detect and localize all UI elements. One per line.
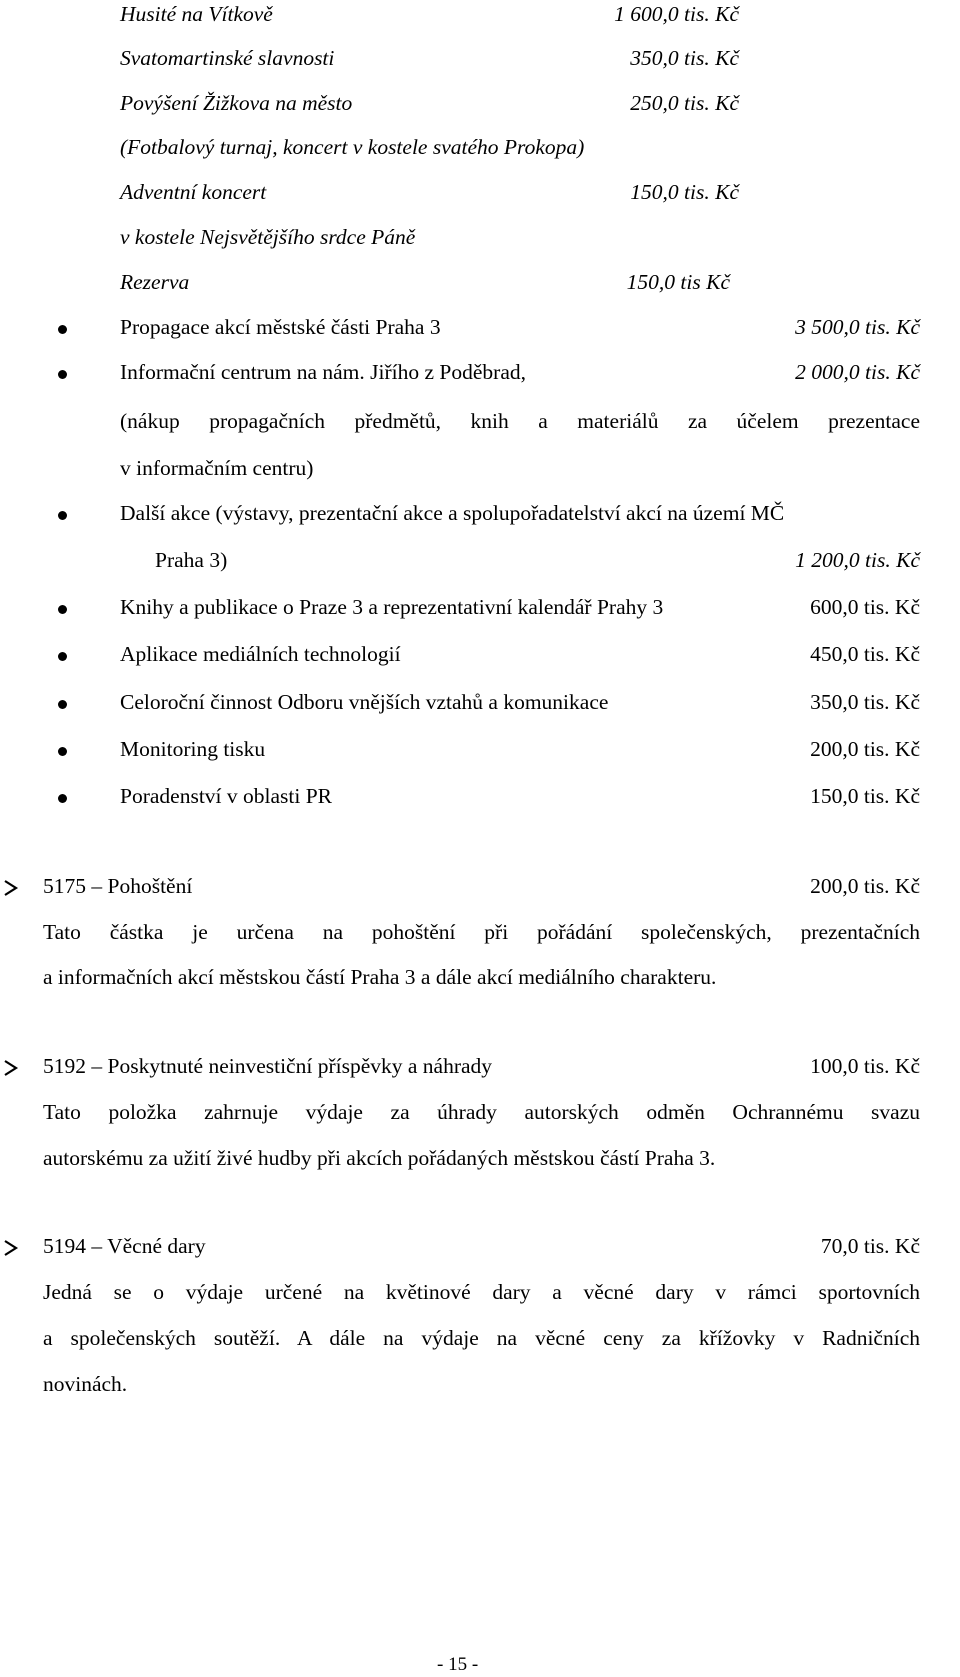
bullet-amount: 200,0 tis. Kč: [810, 737, 920, 761]
festival-item-name: Povýšení Žižkova na město: [120, 91, 353, 115]
festival-item-note: (Fotbalový turnaj, koncert v kostele svatého Prokopa): [120, 135, 585, 159]
arrowhead-bullet-icon: [3, 1239, 19, 1257]
festival-item-note: v kostele Nejsvětějšího srdce Páně: [120, 225, 416, 249]
bullet-label: Informační centrum na nám. Jiřího z Poděbrad,: [120, 360, 526, 384]
section-text-line: a informačních akcí městskou částí Praha 3 a dále akcí mediálního charakteru.: [43, 965, 717, 989]
festival-item-amount: 350,0 tis. Kč: [630, 46, 739, 70]
festival-item-name: Husité na Vítkově: [120, 2, 273, 26]
section-text-line: Tato částka je určena na pohoštění při pořádání společenských, prezentačních: [43, 920, 920, 944]
arrowhead-bullet-icon: [3, 1059, 19, 1077]
bullet-amount: 2 000,0 tis. Kč: [795, 360, 920, 384]
section-text-line: Tato položka zahrnuje výdaje za úhrady autorských odměn Ochrannému svazu: [43, 1100, 920, 1124]
section-text-line: autorskému za užití živé hudby při akcích pořádaných městskou částí Praha 3.: [43, 1146, 716, 1170]
section-amount: 200,0 tis. Kč: [810, 874, 920, 898]
page-number: - 15 -: [437, 1654, 479, 1675]
bullet-amount: 1 200,0 tis. Kč: [795, 548, 920, 572]
bullet-icon: [58, 605, 67, 614]
bullet-label: Knihy a publikace o Praze 3 a reprezentativní kalendář Prahy 3: [120, 595, 664, 619]
section-amount: 70,0 tis. Kč: [820, 1234, 920, 1258]
bullet-note-line: (nákup propagačních předmětů, knih a materiálů za účelem prezentace: [120, 409, 920, 433]
bullet-label-cont: Praha 3): [155, 548, 228, 572]
bullet-note-line: v informačním centru): [120, 456, 314, 480]
festival-item-amount: 150,0 tis. Kč: [630, 180, 739, 204]
festival-item-amount: 250,0 tis. Kč: [630, 91, 739, 115]
section-text-line: Jedná se o výdaje určené na květinové dary a věcné dary v rámci sportovních: [43, 1280, 920, 1304]
arrowhead-bullet-icon: [3, 879, 19, 897]
section-text-line: novinách.: [43, 1372, 128, 1396]
bullet-label: Aplikace mediálních technologií: [120, 642, 401, 666]
bullet-amount: 150,0 tis. Kč: [810, 784, 920, 808]
festival-item-amount: 1 600,0 tis. Kč: [614, 2, 739, 26]
section-amount: 100,0 tis. Kč: [810, 1054, 920, 1078]
bullet-icon: [58, 511, 67, 520]
section-title: 5194 – Věcné dary: [43, 1234, 206, 1258]
bullet-label: Další akce (výstavy, prezentační akce a spolupořadatelství akcí na území MČ: [120, 501, 785, 525]
festival-item-amount: 150,0 tis Kč: [626, 270, 730, 294]
section-title: 5175 – Pohoštění: [43, 874, 193, 898]
festival-item-name: Adventní koncert: [120, 180, 267, 204]
festival-item-name: Rezerva: [120, 270, 190, 294]
bullet-icon: [58, 700, 67, 709]
bullet-amount: 350,0 tis. Kč: [810, 690, 920, 714]
bullet-icon: [58, 747, 67, 756]
festival-item-name: Svatomartinské slavnosti: [120, 46, 335, 70]
bullet-label: Poradenství v oblasti PR: [120, 784, 333, 808]
bullet-icon: [58, 370, 67, 379]
bullet-label: Celoroční činnost Odboru vnějších vztahů a komunikace: [120, 690, 609, 714]
bullet-icon: [58, 652, 67, 661]
section-text-line: a společenských soutěží. A dále na výdaje na věcné ceny za křížovky v Radničních: [43, 1326, 920, 1350]
bullet-amount: 3 500,0 tis. Kč: [795, 315, 920, 339]
bullet-icon: [58, 794, 67, 803]
bullet-label: Monitoring tisku: [120, 737, 266, 761]
bullet-label: Propagace akcí městské části Praha 3: [120, 315, 441, 339]
section-title: 5192 – Poskytnuté neinvestiční příspěvky a náhrady: [43, 1054, 493, 1078]
bullet-amount: 450,0 tis. Kč: [810, 642, 920, 666]
bullet-icon: [58, 325, 67, 334]
bullet-amount: 600,0 tis. Kč: [810, 595, 920, 619]
